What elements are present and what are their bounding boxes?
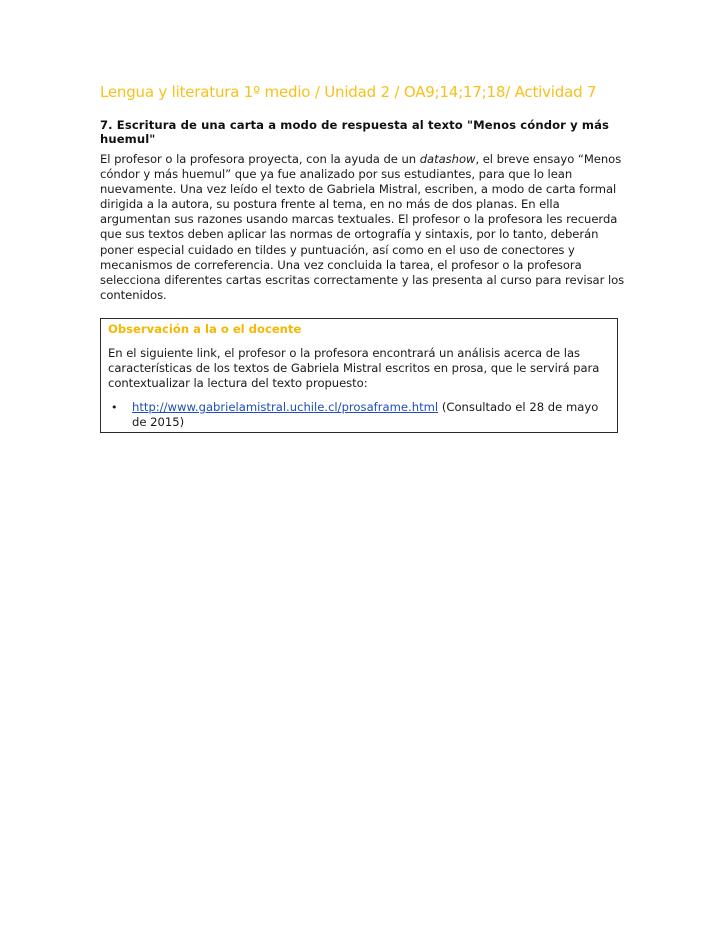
activity-body-part1: El profesor o la profesora proyecta, con la ayuda de un (100, 152, 420, 166)
list-item (108, 400, 610, 430)
teacher-observation-box (100, 318, 618, 433)
bullet-icon: • (111, 401, 118, 414)
link-consulted-note: (Consultado el 28 de mayo de 2015) (132, 400, 599, 429)
activity-title: 7. Escritura de una carta a modo de respuesta al texto "Menos cóndor y más huemul" (100, 118, 610, 146)
page-breadcrumb-header: Lengua y literatura 1º medio / Unidad 2 / OA9;14;17;18/ Actividad 7 (100, 83, 597, 101)
observation-link-list (108, 400, 610, 430)
activity-body-part2: , el breve ensayo “Menos cóndor y más huemul” que ya fue analizado por sus estudiantes, para que lo lean nuevamente. Una vez leído el texto de Gabriela Mistral, escriben, a modo de carta formal dirigida a la autora, su postura frente al tema, en no más de dos planas. En ella argumentan sus razones usando marcas textuales. El profesor o la profesora les recuerda que sus textos deben aplicar las normas de ortografía y sintaxis, por lo tanto, deberán poner especial cuidado en tildes y puntuación, así como en el uso de conectores y mecanismos de correferencia. Una vez concluida la tarea, el profesor o la profesora selecciona diferentes cartas escritas correctamente y las presenta al curso para revisar los contenidos. (100, 152, 625, 302)
activity-description (100, 152, 625, 303)
activity-body-italic-term: datashow (419, 152, 476, 166)
observation-text: En el siguiente link, el profesor o la profesora encontrará un análisis acerca de las características de los textos de Gabriela Mistral escritos en prosa, que le servirá para contextualizar la lectura del texto propuesto: (108, 346, 600, 390)
observation-title: Observación a la o el docente (108, 322, 302, 336)
gabriela-mistral-prose-link[interactable]: http://www.gabrielamistral.uchile.cl/prosaframe.html (132, 400, 439, 414)
